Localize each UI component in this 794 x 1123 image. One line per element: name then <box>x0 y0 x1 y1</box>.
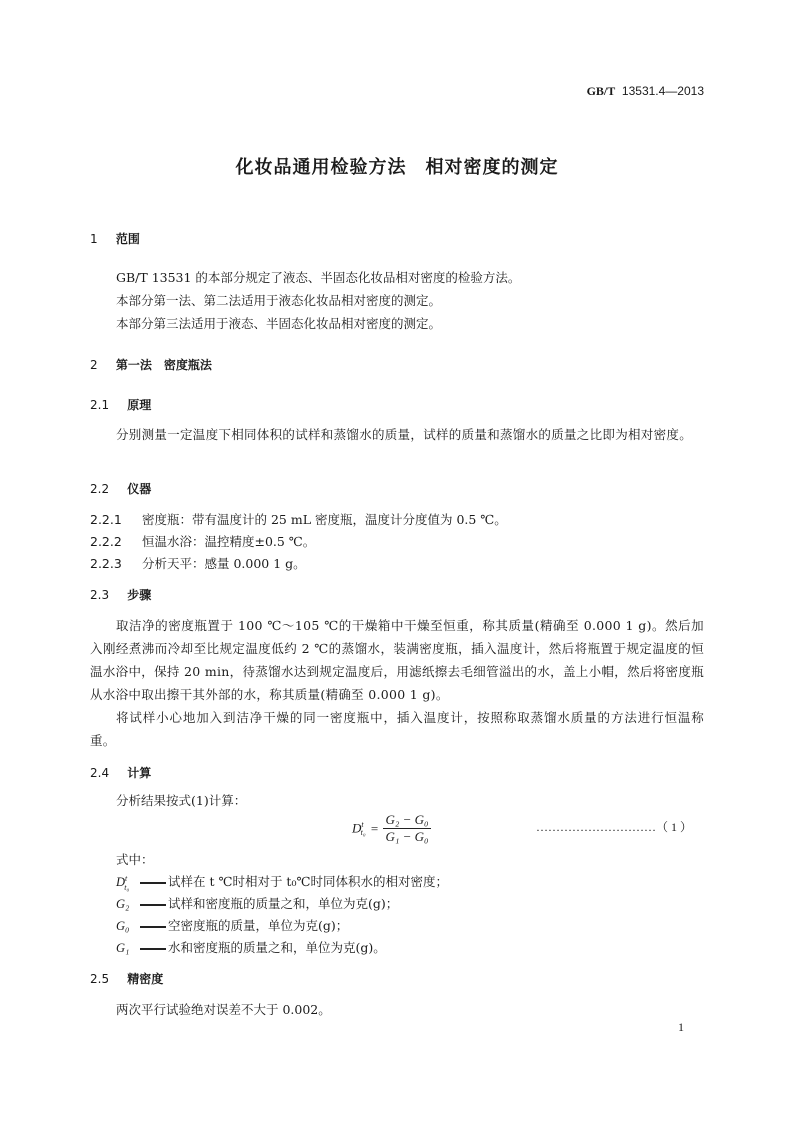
item-number: 2.2.2 <box>90 534 122 549</box>
variable-symbol: $D^t_{t_0}$ <box>116 873 130 892</box>
section-number: 2.1 <box>90 398 110 412</box>
section-2-5-heading <box>90 970 163 987</box>
equation-number: …………………………（ 1 ） <box>536 820 693 834</box>
variable-definition <box>116 916 348 934</box>
where-label: 式中： <box>116 852 154 867</box>
formula-fraction <box>383 812 430 845</box>
section-2-3-heading <box>90 586 151 603</box>
variable-definition <box>116 872 448 892</box>
section-number: 2.2 <box>90 482 110 496</box>
standard-code: 13531.4—2013 <box>621 84 704 98</box>
variable-symbol: G₁ <box>116 941 130 955</box>
section-2-2-heading <box>90 480 151 497</box>
section-title: 原理 <box>127 398 152 412</box>
section-2-1-heading <box>90 396 151 413</box>
item-text: 分析天平：感量 0.000 1 g。 <box>141 556 306 571</box>
precision-text: 两次平行试验绝对误差不大于 0.002。 <box>116 1002 331 1017</box>
variable-symbol: G₀ <box>116 919 130 933</box>
item-text: 恒温水浴：温控精度±0.5 ℃。 <box>141 534 316 549</box>
variable-description: 水和密度瓶的质量之和，单位为克(g)。 <box>168 940 386 955</box>
section-title: 计算 <box>127 766 152 780</box>
scope-line-1: GB/T 13531 的本部分规定了液态、半固态化妆品相对密度的检验方法。 <box>116 270 521 285</box>
apparatus-item <box>90 510 507 528</box>
scope-line-2: 本部分第一法、第二法适用于液态化妆品相对密度的测定。 <box>116 293 442 308</box>
item-text: 密度瓶：带有温度计的 25 mL 密度瓶，温度计分度值为 0.5 ℃。 <box>141 512 507 527</box>
document-title: 化妆品通用检验方法 相对密度的测定 <box>235 157 559 178</box>
section-number: 2.5 <box>90 972 110 986</box>
em-dash <box>140 948 166 950</box>
em-dash <box>140 882 166 884</box>
procedure-paragraph-2: 将试样小心地加入到洁净干燥的同一密度瓶中，插入温度计，按照称取蒸馏水质量的方法进行恒温称重。 <box>90 710 704 748</box>
variable-symbol: G₂ <box>116 897 130 911</box>
em-dash <box>140 904 166 906</box>
em-dash <box>140 926 166 928</box>
apparatus-item <box>90 532 315 550</box>
calculation-intro: 分析结果按式(1)计算： <box>116 793 247 808</box>
apparatus-item <box>90 554 306 572</box>
variable-description: 试样在 t ℃时相对于 t₀℃时同体积水的相对密度； <box>168 874 448 889</box>
section-number: 2.4 <box>90 766 110 780</box>
section-title: 精密度 <box>127 972 164 986</box>
variable-description: 试样和密度瓶的质量之和，单位为克(g)； <box>168 896 399 911</box>
denominator: G₁ − G₀ <box>385 829 429 844</box>
item-number: 2.2.3 <box>90 556 122 571</box>
formula-lhs: $D^t_{t_0}$ <box>352 819 366 838</box>
standard-number <box>587 84 704 99</box>
section-2-heading <box>90 356 212 373</box>
numerator: G₂ − G₀ <box>385 812 429 827</box>
section-number: 1 <box>90 232 98 246</box>
section-title: 第一法 密度瓶法 <box>115 358 212 372</box>
page-number: 1 <box>678 1020 684 1034</box>
section-title: 范围 <box>115 232 140 246</box>
section-1-heading <box>90 230 140 247</box>
equals-sign: = <box>370 820 379 836</box>
item-number: 2.2.1 <box>90 512 122 527</box>
section-title: 仪器 <box>127 482 152 496</box>
variable-definition <box>116 894 398 912</box>
section-number: 2 <box>90 358 98 372</box>
principle-paragraph: 分别测量一定温度下相同体积的试样和蒸馏水的质量，试样的质量和蒸馏水的质量之比即为相对密度。 <box>116 427 693 442</box>
section-title: 步骤 <box>127 588 152 602</box>
section-2-4-heading <box>90 764 151 781</box>
section-number: 2.3 <box>90 588 110 602</box>
variable-definition <box>116 938 386 956</box>
formula-1 <box>352 812 431 845</box>
standard-prefix: GB/T <box>586 84 616 98</box>
scope-line-3: 本部分第三法适用于液态、半固态化妆品相对密度的测定。 <box>116 316 442 331</box>
procedure-paragraph-1: 取洁净的密度瓶置于 100 ℃～105 ℃的干燥箱中干燥至恒重，称其质量(精确至 0.000 1 g)。然后加入刚经煮沸而冷却至比规定温度低约 2 ℃的蒸馏水，装满密度瓶，插入温度计，然后将瓶置于规定温度的恒温水浴中，保持 20 min，待蒸馏水达到规定温度后，用滤纸擦去毛细管溢出的水，盖上小帽，然后将密度瓶从水浴中取出擦干其外部的水，称其质量(精确至 0.000 1 g)。 <box>90 618 704 702</box>
variable-description: 空密度瓶的质量，单位为克(g)； <box>168 918 349 933</box>
